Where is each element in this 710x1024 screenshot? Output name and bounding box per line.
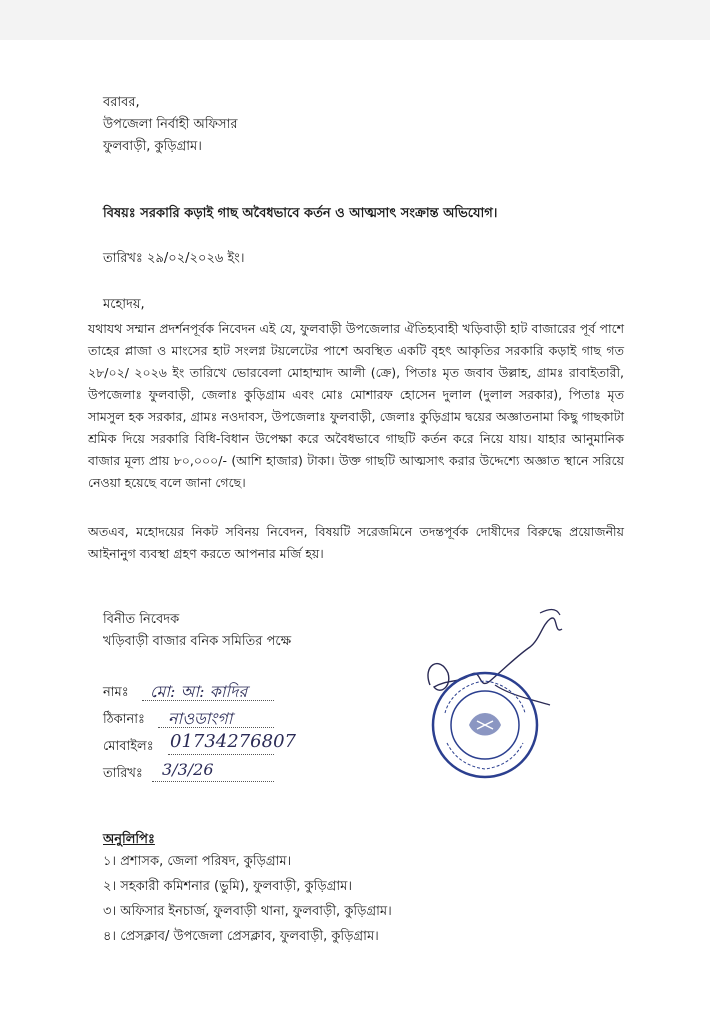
address-handwritten: নাওডাংগা [168,709,233,728]
closing-line-2: খড়িবাড়ী বাজার বনিক সমিতির পক্ষে [103,634,292,649]
mobile-line [168,754,274,755]
cc-item: ৪। প্রেসক্লাব/ উপজেলা প্রেসক্লাব, ফুলবাড়ী, কুড়িগ্রাম। [103,929,379,944]
closing-line-1: বিনীত নিবেদক [103,612,180,627]
official-seal [425,665,545,785]
body-paragraph-2: অতএব, মহোদয়ের নিকট সবিনয় নিবেদন, বিষয়টি সরেজমিনে তদন্তপূর্বক দোষীদের বিরুদ্ধে প্রয়োজনীয় আইনানুগ ব্যবস্থা গ্রহণ করতে আপনার মর্জি হয়। [88,524,624,561]
scan-top-band [0,0,710,40]
cc-item: ৩। অফিসার ইনচার্জ, ফুলবাড়ী থানা, ফুলবাড়ী, কুড়িগ্রাম। [103,904,392,919]
addressee-designation: উপজেলা নির্বাহী অফিসার [103,117,238,132]
cc-item: ২। সহকারী কমিশনার (ভুমি), ফুলবাড়ী, কুড়িগ্রাম। [103,879,353,894]
greeting: মহোদয়, [103,297,145,312]
form-date-line [152,781,274,782]
letter-subject: বিষয়ঃ সরকারি কড়াই গাছ অবৈধভাবে কর্তন ও আত্মসাৎ সংক্রান্ত অভিযোগ। [103,206,498,221]
mobile-label: মোবাইলঃ [103,739,154,754]
cc-heading: অনুলিপিঃ [103,832,155,847]
name-handwritten: মো: আ: কাদির [150,682,248,701]
cc-item: ১। প্রশাসক, জেলা পরিষদ, কুড়িগ্রাম। [103,854,292,869]
address-label: ঠিকানাঃ [103,712,145,727]
name-label: নামঃ [103,685,129,700]
mobile-handwritten: 01734276807 [170,731,296,752]
letter-date: তারিখঃ ২৯/০২/২০২৬ ইং। [103,251,245,266]
body-paragraph-1: যথাযথ সম্মান প্রদর্শনপূর্বক নিবেদন এই যে, ফুলবাড়ী উপজেলার ঐতিহ্যবাহী খড়িবাড়ী হাট বাজারের পূর্ব পাশে তাহের প্লাজা ও মাংসের হাট সংলগ্ন টয়লেটের পাশে অবস্থিত একটি বৃহৎ আকৃতির সরকারি কড়াই গাছ গত ২৮/০২/ ২০২৬ ইং তারিখে ভোরবেলা মোহাম্মাদ আলী (ক্রে), পিতাঃ মৃত জবাব উল্লাহ, গ্রামঃ রাবাইতারী, উপজেলাঃ ফুলবাড়ী, জেলাঃ কুড়িগ্রাম এবং মোঃ মোশারফ হোসেন দুলাল (দুলাল সরকার), পিতাঃ মৃত সামসুল হক সরকার, গ্রামঃ নওদাবস, উপজেলাঃ ফুলবাড়ী, জেলাঃ কুড়িগ্রাম দ্বয়ের অজ্ঞাতনামা কিছু গাছকাটা শ্রমিক দিয়ে সরকারি বিধি-বিধান উপেক্ষা করে অবৈধভাবে গাছটি কর্তন করে নিয়ে যায়। যাহার আনুমানিক বাজার মূল্য প্রায় ৮০,০০০/- (আশি হাজার) টাকা। উক্ত গাছটি আত্মসাৎ করার উদ্দেশ্যে অজ্ঞাত স্থানে সরিয়ে নেওয়া হয়েছে বলে জানা গেছে। [88,321,624,490]
form-date-label: তারিখঃ [103,766,143,781]
form-date-handwritten: 3/3/26 [162,760,214,779]
addressee-location: ফুলবাড়ী, কুড়িগ্রাম। [103,139,202,154]
addressee-salutation: বরাবর, [103,95,140,110]
